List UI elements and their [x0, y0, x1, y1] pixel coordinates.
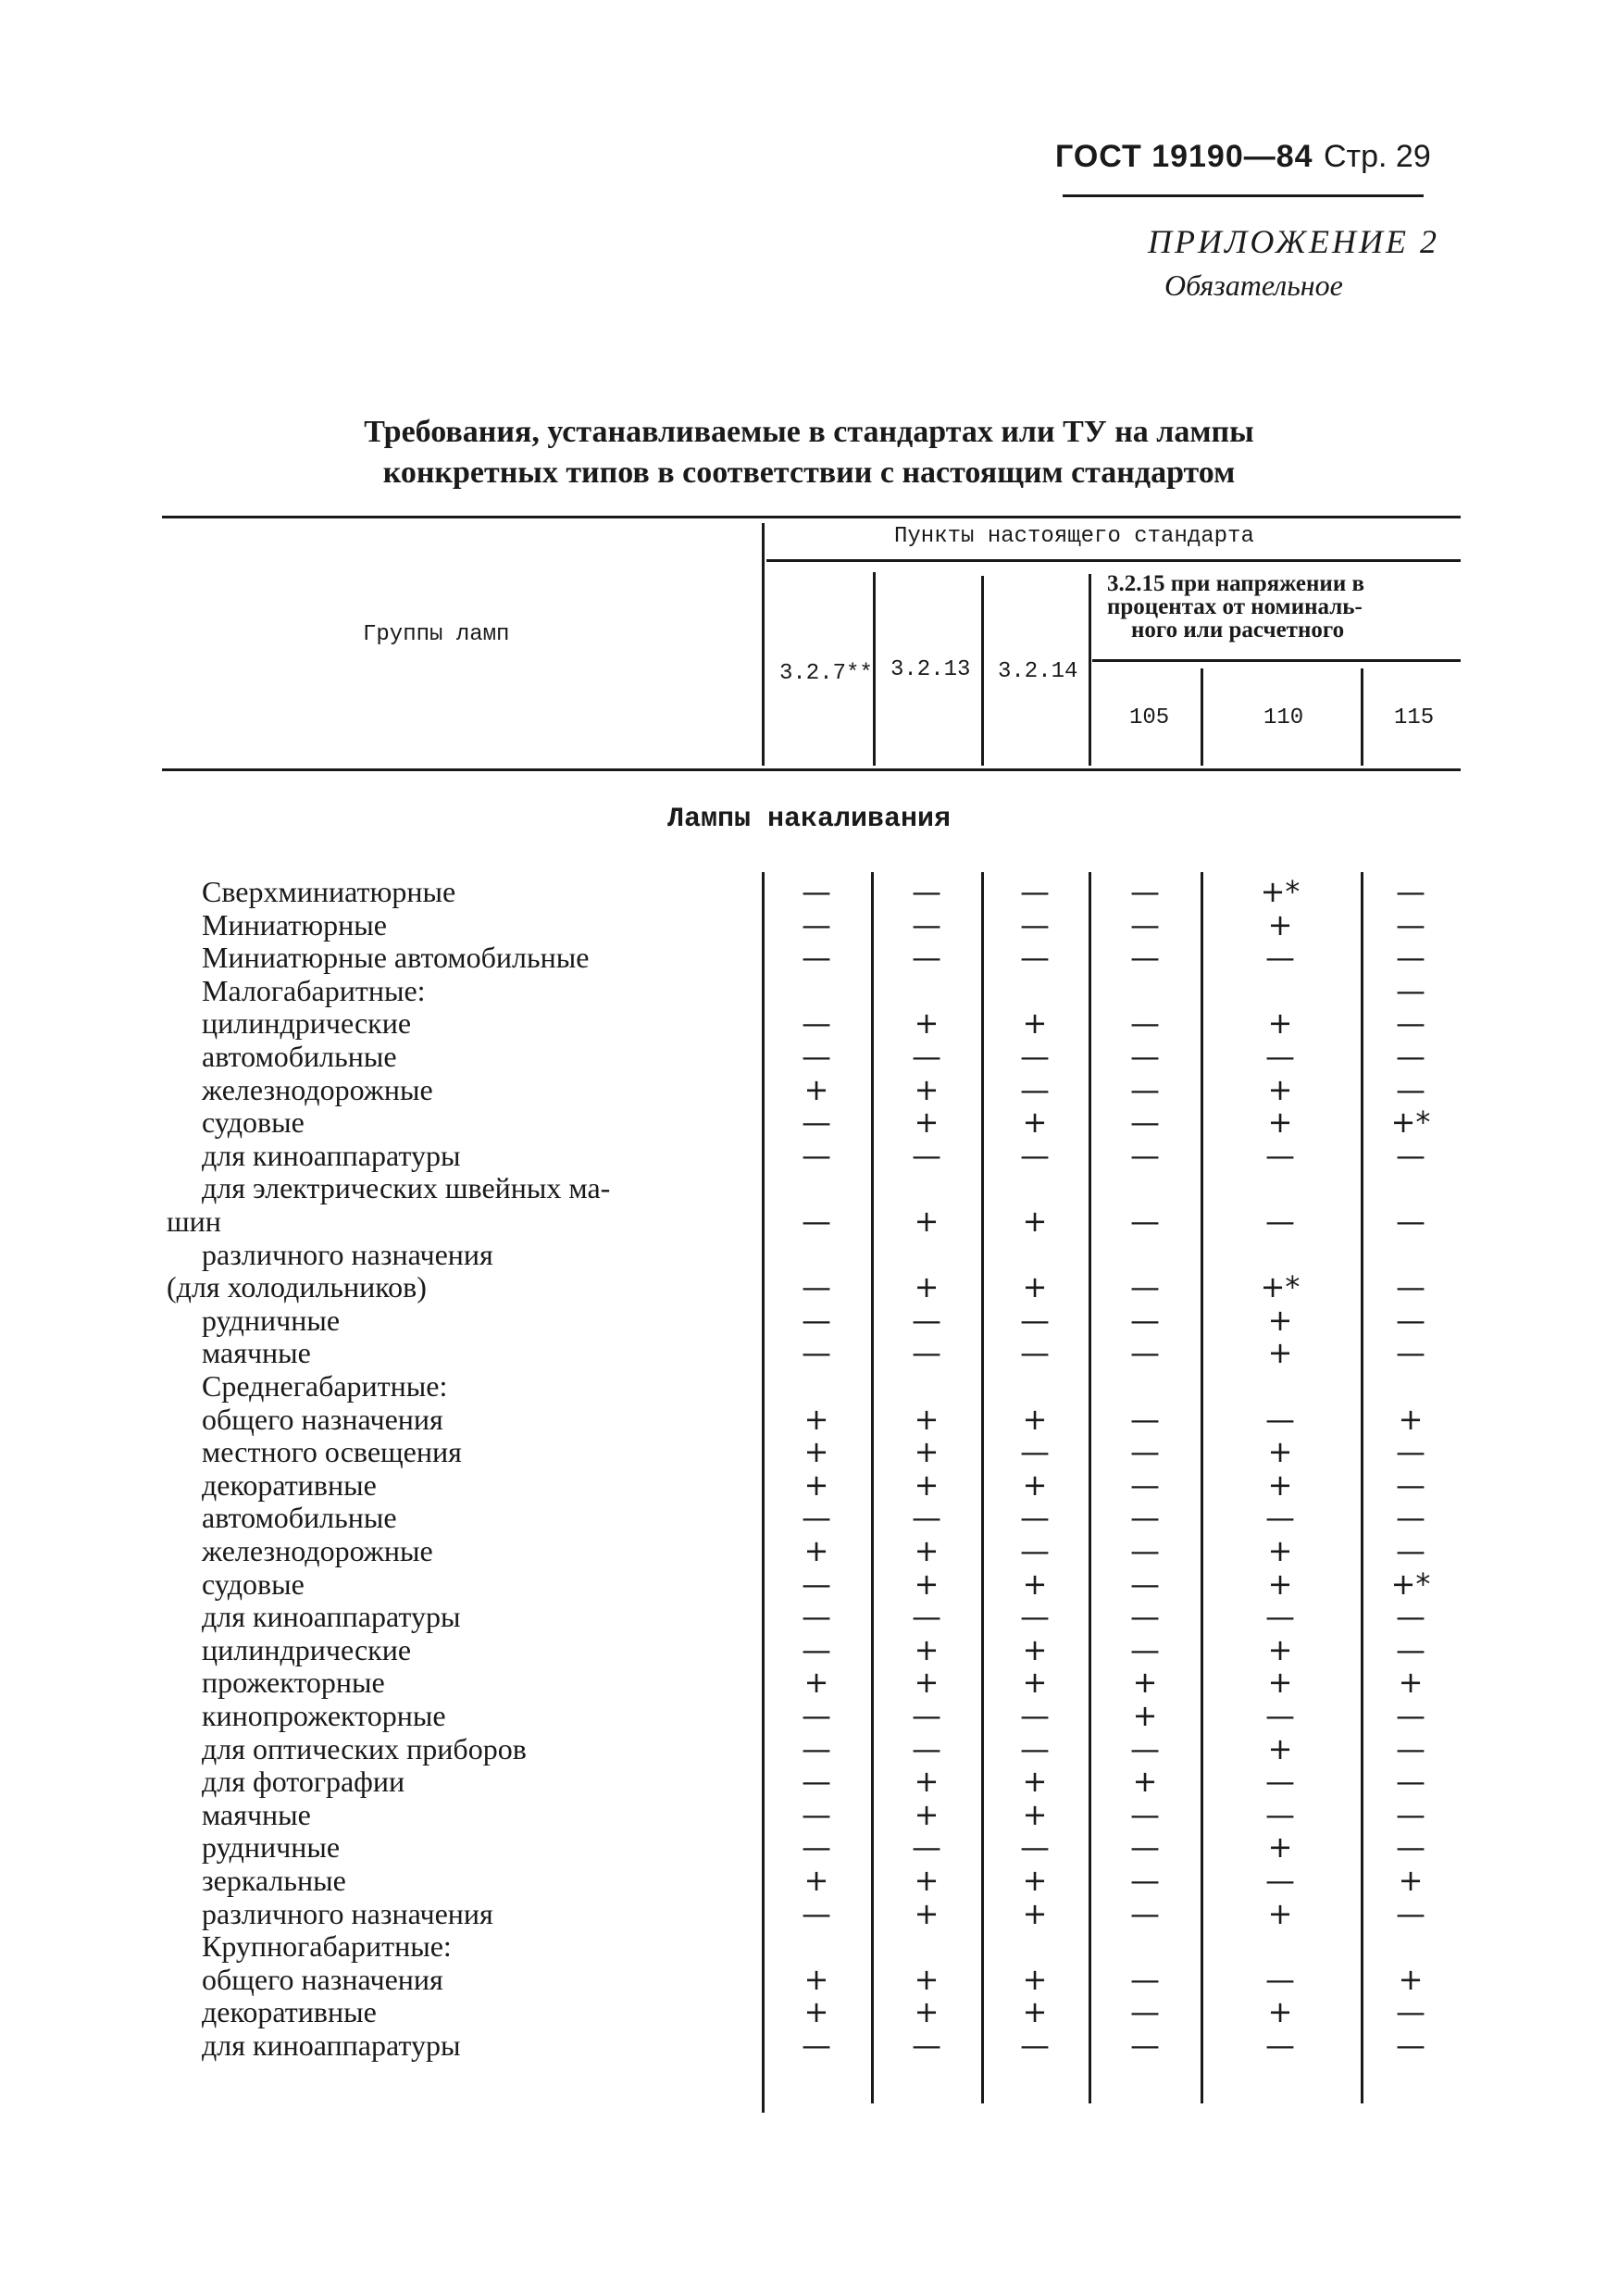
- cell-col-3-2-7: —: [802, 874, 831, 909]
- cell-col-110: +: [1267, 1566, 1293, 1602]
- cell-col-3-2-13: —: [912, 1599, 941, 1635]
- cell-col-3-2-13: —: [912, 1829, 941, 1866]
- row-label: (для холодильников): [167, 1270, 427, 1304]
- column-header-3-2-14: 3.2.14: [998, 659, 1078, 684]
- cell-col-3-2-7: —: [802, 906, 831, 942]
- cell-col-105: —: [1130, 1566, 1160, 1602]
- cell-col-3-2-14: +: [1022, 1566, 1048, 1602]
- cell-col-3-2-14: +: [1022, 1466, 1048, 1503]
- row-label: общего назначения: [202, 1962, 443, 1996]
- cell-col-110: +: [1267, 1104, 1293, 1141]
- cell-col-115: —: [1396, 1466, 1425, 1503]
- cell-col-3-2-14: +: [1022, 1994, 1048, 2030]
- cell-col-110: —: [1265, 2028, 1295, 2063]
- cell-col-105: —: [1130, 1500, 1160, 1536]
- cell-col-3-2-13: —: [912, 2028, 941, 2063]
- body-divider-3: [981, 872, 984, 2103]
- cell-col-105: —: [1130, 1895, 1160, 1931]
- cell-col-3-2-13: +: [914, 1796, 940, 1832]
- cell-col-105: —: [1130, 1269, 1160, 1305]
- cell-col-3-2-13: +: [914, 1994, 940, 2030]
- table-header-bottom-rule: [162, 768, 1461, 771]
- cell-col-3-2-13: +: [914, 1665, 940, 1701]
- cell-col-3-2-13: +: [914, 1434, 940, 1470]
- cell-col-3-2-13: —: [912, 1039, 941, 1074]
- cell-col-115: —: [1396, 1829, 1425, 1866]
- row-label: судовые: [202, 1566, 305, 1601]
- cell-col-3-2-13: +: [914, 1104, 940, 1141]
- voltage-110-header: 110: [1263, 705, 1304, 730]
- cell-col-115: —: [1396, 1204, 1425, 1239]
- cell-col-105: —: [1130, 1434, 1160, 1470]
- row-label: для фотографии: [202, 1765, 405, 1799]
- cell-col-115: —: [1396, 1005, 1425, 1042]
- page-number: Стр. 29: [1324, 139, 1431, 174]
- cell-col-110: +: [1267, 1071, 1293, 1107]
- cell-col-105: —: [1130, 1039, 1160, 1074]
- row-label: судовые: [202, 1105, 305, 1140]
- cell-col-3-2-7: —: [802, 1895, 831, 1931]
- section-title: Лампы накаливания: [666, 804, 952, 835]
- row-label: зеркальные: [202, 1864, 346, 1897]
- cell-col-3-2-13: +: [914, 1005, 940, 1042]
- body-divider-6: [1361, 872, 1363, 2103]
- points-column-header: Пункты настоящего стандарта: [894, 524, 1254, 549]
- cell-col-110: +: [1267, 1335, 1293, 1371]
- row-label: Миниатюрные автомобильные: [202, 941, 590, 975]
- cell-col-110: —: [1265, 1599, 1295, 1635]
- row-label: общего назначения: [202, 1402, 443, 1436]
- cell-col-3-2-7: —: [802, 1566, 831, 1602]
- cell-col-105: —: [1130, 1631, 1160, 1667]
- row-label: Малогабаритные:: [202, 973, 426, 1007]
- cell-col-3-2-14: —: [1020, 1434, 1050, 1470]
- cell-col-3-2-7: +: [803, 1665, 829, 1701]
- header-divider-2: [873, 572, 876, 766]
- cell-col-115: —: [1396, 1533, 1425, 1568]
- cell-col-105: —: [1130, 1071, 1160, 1107]
- cell-col-3-2-7: +: [803, 1071, 829, 1107]
- cell-col-105: —: [1130, 1994, 1160, 2030]
- cell-col-105: +: [1132, 1698, 1158, 1733]
- standard-code: ГОСТ 19190—84: [1055, 139, 1313, 174]
- cell-col-115: —: [1396, 1039, 1425, 1074]
- cell-col-115: —: [1396, 1895, 1425, 1931]
- cell-col-3-2-14: —: [1020, 906, 1050, 942]
- cell-col-3-2-7: —: [802, 1599, 831, 1635]
- cell-col-115: —: [1396, 1698, 1425, 1733]
- cell-col-3-2-14: +: [1022, 1665, 1048, 1701]
- cell-col-115: —: [1396, 906, 1425, 942]
- row-label: Среднегабаритные:: [202, 1369, 448, 1403]
- table-top-rule: [162, 516, 1461, 518]
- cell-col-3-2-14: +: [1022, 1401, 1048, 1437]
- cell-col-3-2-14: +: [1022, 1764, 1048, 1800]
- table-title-line-2: конкретных типов в соответствии с настоящим стандартом: [382, 455, 1236, 490]
- voltage-115-header: 115: [1394, 705, 1435, 730]
- row-label: декоративные: [202, 1467, 377, 1502]
- row-label: местного освещения: [202, 1435, 462, 1469]
- row-label: различного назначения: [202, 1237, 493, 1271]
- cell-col-105: +: [1132, 1764, 1158, 1800]
- cell-col-115: +: [1398, 1961, 1424, 1997]
- cell-col-3-2-7: —: [802, 1631, 831, 1667]
- cell-col-105: —: [1130, 1533, 1160, 1568]
- cell-col-3-2-14: —: [1020, 1302, 1050, 1338]
- cell-col-3-2-7: —: [802, 1269, 831, 1305]
- cell-col-105: —: [1130, 1961, 1160, 1997]
- cell-col-3-2-14: —: [1020, 1071, 1050, 1107]
- cell-col-110: —: [1265, 1961, 1295, 1997]
- cell-col-105: —: [1130, 906, 1160, 942]
- row-label: Миниатюрные: [202, 907, 387, 942]
- cell-col-105: —: [1130, 874, 1160, 909]
- cell-col-115: —: [1396, 1302, 1425, 1338]
- cell-col-105: —: [1130, 1829, 1160, 1866]
- row-label: Крупногабаритные:: [202, 1929, 452, 1964]
- cell-col-110: —: [1265, 1500, 1295, 1536]
- cell-col-3-2-13: +: [914, 1071, 940, 1107]
- cell-col-105: —: [1130, 1137, 1160, 1173]
- cell-col-3-2-7: —: [802, 1039, 831, 1074]
- cell-col-3-2-13: —: [912, 1335, 941, 1371]
- table-title-line-1: Требования, устанавливаемые в стандартах или ТУ на лампы: [364, 415, 1254, 449]
- cell-col-3-2-14: —: [1020, 1829, 1050, 1866]
- row-label: рудничные: [202, 1830, 341, 1865]
- cell-col-3-2-14: +: [1022, 1104, 1048, 1141]
- cell-col-3-2-14: +: [1022, 1631, 1048, 1667]
- row-label: прожекторные: [202, 1666, 385, 1700]
- voltage-header-rule: [1092, 659, 1461, 662]
- cell-col-115: —: [1396, 1137, 1425, 1173]
- cell-col-105: —: [1130, 1401, 1160, 1437]
- column-header-3-2-7: 3.2.7**: [779, 661, 873, 686]
- cell-col-115: —: [1396, 1269, 1425, 1305]
- cell-col-115: —: [1396, 1500, 1425, 1536]
- cell-col-105: —: [1130, 1204, 1160, 1239]
- appendix-note: Обязательное: [1164, 268, 1343, 302]
- cell-col-3-2-13: +: [914, 1764, 940, 1800]
- cell-col-3-2-13: +: [914, 1533, 940, 1568]
- cell-col-3-2-14: —: [1020, 1335, 1050, 1371]
- row-label: рудничные: [202, 1303, 341, 1337]
- cell-col-105: —: [1130, 1466, 1160, 1503]
- cell-col-3-2-13: +: [914, 1401, 940, 1437]
- cell-col-3-2-7: —: [802, 1829, 831, 1866]
- cell-col-3-2-14: —: [1020, 1500, 1050, 1536]
- row-label: Сверхминиатюрные: [202, 875, 456, 908]
- cell-col-105: —: [1130, 1335, 1160, 1371]
- cell-col-3-2-14: +: [1022, 1269, 1048, 1305]
- cell-col-3-2-14: —: [1020, 874, 1050, 909]
- row-label: автомобильные: [202, 1040, 397, 1073]
- header-divider-3: [981, 576, 984, 766]
- cell-col-110: +: [1267, 1895, 1293, 1931]
- cell-col-105: —: [1130, 1796, 1160, 1832]
- cell-col-115: +: [1398, 1665, 1424, 1701]
- row-label: для киноаппаратуры: [202, 1138, 461, 1172]
- cell-col-3-2-14: —: [1020, 1730, 1050, 1766]
- row-label: железнодорожные: [202, 1072, 433, 1106]
- column-header-3-2-13: 3.2.13: [890, 657, 971, 682]
- cell-col-115: —: [1396, 1631, 1425, 1667]
- cell-col-115: —: [1396, 1071, 1425, 1107]
- cell-col-110: +*: [1260, 1269, 1301, 1305]
- cell-col-115: —: [1396, 874, 1425, 909]
- cell-col-3-2-13: +: [914, 1566, 940, 1602]
- cell-col-115: —: [1396, 1335, 1425, 1371]
- cell-col-3-2-13: —: [912, 1500, 941, 1536]
- cell-col-3-2-14: —: [1020, 1599, 1050, 1635]
- cell-col-105: —: [1130, 1104, 1160, 1141]
- cell-col-105: +: [1132, 1665, 1158, 1701]
- cell-col-3-2-14: +: [1022, 1895, 1048, 1931]
- row-label: для киноаппаратуры: [202, 2028, 461, 2062]
- cell-col-105: —: [1130, 1730, 1160, 1766]
- cell-col-3-2-13: +: [914, 1863, 940, 1898]
- column-header-3-2-15-line-1: 3.2.15 при напряжении в: [1107, 571, 1364, 596]
- cell-col-105: —: [1130, 1863, 1160, 1898]
- row-label: автомобильные: [202, 1501, 397, 1535]
- cell-col-110: +: [1267, 1665, 1293, 1701]
- cell-col-105: —: [1130, 1302, 1160, 1338]
- cell-col-110: —: [1265, 1137, 1295, 1173]
- cell-col-110: —: [1265, 1401, 1295, 1437]
- header-rule: [1063, 194, 1424, 197]
- header-divider-1: [762, 523, 765, 766]
- cell-col-3-2-14: +: [1022, 1204, 1048, 1239]
- cell-col-3-2-7: +: [803, 1466, 829, 1503]
- cell-col-3-2-14: —: [1020, 1137, 1050, 1173]
- body-divider-4: [1089, 872, 1091, 2103]
- cell-col-3-2-7: —: [802, 2028, 831, 2063]
- body-divider-5: [1201, 872, 1203, 2103]
- cell-col-110: +: [1267, 1005, 1293, 1042]
- cell-col-115: —: [1396, 1599, 1425, 1635]
- cell-col-110: +: [1267, 1533, 1293, 1568]
- cell-col-110: —: [1265, 1863, 1295, 1898]
- cell-col-3-2-7: —: [802, 1302, 831, 1338]
- cell-col-110: +: [1267, 906, 1293, 942]
- column-header-3-2-15-line-2: процентах от номиналь-: [1107, 594, 1363, 619]
- row-label: для киноаппаратуры: [202, 1600, 461, 1634]
- header-divider-5: [1201, 668, 1203, 766]
- cell-col-3-2-7: +: [803, 1434, 829, 1470]
- cell-col-3-2-13: —: [912, 1137, 941, 1173]
- row-label: цилиндрические: [202, 1006, 412, 1041]
- cell-col-3-2-7: —: [802, 1500, 831, 1536]
- cell-col-3-2-7: —: [802, 1104, 831, 1141]
- cell-col-3-2-14: +: [1022, 1961, 1048, 1997]
- cell-col-115: —: [1396, 1796, 1425, 1832]
- cell-col-3-2-13: +: [914, 1961, 940, 1997]
- row-label: цилиндрические: [202, 1632, 412, 1666]
- cell-col-115: +*: [1390, 1566, 1431, 1602]
- cell-col-115: —: [1396, 1764, 1425, 1800]
- voltage-105-header: 105: [1129, 705, 1170, 730]
- row-label: для оптических приборов: [202, 1731, 527, 1766]
- points-header-rule: [766, 559, 1461, 562]
- cell-col-115: +: [1398, 1401, 1424, 1437]
- cell-col-3-2-13: +: [914, 1895, 940, 1931]
- cell-col-115: +: [1398, 1863, 1424, 1898]
- cell-col-3-2-7: —: [802, 1137, 831, 1173]
- cell-col-3-2-7: —: [802, 1005, 831, 1042]
- header-divider-6: [1361, 668, 1363, 766]
- cell-col-3-2-14: —: [1020, 2028, 1050, 2063]
- row-label: маячные: [202, 1336, 311, 1370]
- cell-col-110: —: [1265, 1698, 1295, 1733]
- cell-col-110: +: [1267, 1994, 1293, 2030]
- row-label: различного назначения: [202, 1896, 493, 1930]
- row-label: железнодорожные: [202, 1534, 433, 1567]
- cell-col-3-2-14: —: [1020, 1698, 1050, 1733]
- cell-col-105: —: [1130, 1005, 1160, 1042]
- row-label: шин: [167, 1204, 221, 1238]
- cell-col-3-2-13: —: [912, 1698, 941, 1733]
- cell-col-110: +: [1267, 1302, 1293, 1338]
- cell-col-3-2-7: +: [803, 1401, 829, 1437]
- cell-col-110: +: [1267, 1730, 1293, 1766]
- cell-col-110: +: [1267, 1829, 1293, 1866]
- cell-col-110: +: [1267, 1466, 1293, 1503]
- cell-col-3-2-13: —: [912, 940, 941, 976]
- cell-col-110: —: [1265, 940, 1295, 976]
- cell-col-115: —: [1396, 940, 1425, 976]
- cell-col-110: +: [1267, 1631, 1293, 1667]
- cell-col-3-2-13: +: [914, 1466, 940, 1503]
- cell-col-3-2-13: —: [912, 1730, 941, 1766]
- cell-col-110: —: [1265, 1796, 1295, 1832]
- cell-col-3-2-7: +: [803, 1961, 829, 1997]
- row-label: маячные: [202, 1797, 311, 1831]
- cell-col-3-2-13: —: [912, 1302, 941, 1338]
- cell-col-3-2-7: —: [802, 1764, 831, 1800]
- cell-col-110: —: [1265, 1764, 1295, 1800]
- cell-col-105: —: [1130, 1599, 1160, 1635]
- cell-col-115: +*: [1390, 1104, 1431, 1141]
- cell-col-3-2-14: —: [1020, 940, 1050, 976]
- cell-col-3-2-7: —: [802, 1698, 831, 1733]
- cell-col-3-2-13: +: [914, 1631, 940, 1667]
- cell-col-3-2-14: —: [1020, 1039, 1050, 1074]
- cell-col-3-2-7: —: [802, 1730, 831, 1766]
- cell-col-105: —: [1130, 2028, 1160, 2063]
- cell-col-110: +*: [1260, 874, 1301, 909]
- cell-col-3-2-14: —: [1020, 1533, 1050, 1568]
- column-header-3-2-15-line-3: ного или расчетного: [1131, 618, 1345, 643]
- cell-col-115: —: [1396, 972, 1425, 1008]
- cell-col-3-2-7: —: [802, 940, 831, 976]
- cell-col-110: —: [1265, 1204, 1295, 1239]
- row-label: декоративные: [202, 1995, 377, 2029]
- cell-col-115: —: [1396, 1434, 1425, 1470]
- cell-col-3-2-14: +: [1022, 1796, 1048, 1832]
- cell-col-3-2-7: —: [802, 1796, 831, 1832]
- cell-col-115: —: [1396, 2028, 1425, 2063]
- cell-col-3-2-14: +: [1022, 1863, 1048, 1898]
- cell-col-110: +: [1267, 1434, 1293, 1470]
- cell-col-115: —: [1396, 1730, 1425, 1766]
- body-divider-1: [762, 872, 765, 2113]
- appendix-title: ПРИЛОЖЕНИЕ 2: [1148, 223, 1439, 260]
- cell-col-115: —: [1396, 1994, 1425, 2030]
- cell-col-110: —: [1265, 1039, 1295, 1074]
- header-divider-4: [1089, 574, 1091, 766]
- row-label: кинопрожекторные: [202, 1699, 446, 1732]
- cell-col-3-2-7: +: [803, 1994, 829, 2030]
- body-divider-2: [871, 872, 874, 2103]
- cell-col-3-2-13: +: [914, 1204, 940, 1239]
- group-column-header: Группы ламп: [363, 622, 510, 647]
- cell-col-3-2-7: +: [803, 1533, 829, 1568]
- cell-col-3-2-13: +: [914, 1269, 940, 1305]
- cell-col-3-2-7: —: [802, 1204, 831, 1239]
- cell-col-3-2-13: —: [912, 906, 941, 942]
- row-label: для электрических швейных ма-: [202, 1171, 611, 1205]
- cell-col-3-2-7: —: [802, 1335, 831, 1371]
- cell-col-3-2-14: +: [1022, 1005, 1048, 1042]
- cell-col-105: —: [1130, 940, 1160, 976]
- cell-col-3-2-13: —: [912, 874, 941, 909]
- cell-col-3-2-7: +: [803, 1863, 829, 1898]
